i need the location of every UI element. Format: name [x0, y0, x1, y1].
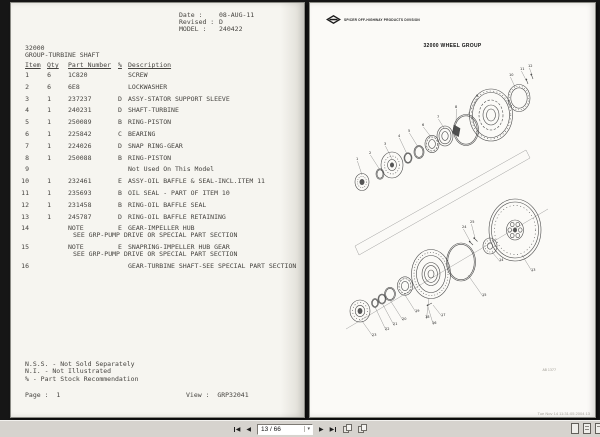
cell-part: 1C820	[68, 71, 88, 79]
next-page-button[interactable]: ▶	[319, 426, 324, 433]
part-turbine-disc	[412, 250, 451, 299]
cell-stock	[118, 84, 128, 91]
callout-leader	[438, 119, 444, 128]
single-page-layout-button[interactable]	[571, 423, 579, 434]
parts-list-page	[10, 2, 305, 418]
cell-qty: 1	[47, 106, 51, 115]
callout-leader	[399, 138, 407, 154]
first-page-icon	[234, 427, 235, 432]
cell-item: 5	[25, 118, 29, 127]
cell-item: 14	[21, 224, 29, 233]
cell-qty: 1	[47, 212, 51, 221]
drawing-ref: AB 1377	[542, 368, 556, 372]
cell-desc: RING-OIL BAFFLE RETAINING	[128, 212, 226, 221]
part-bearing	[397, 277, 412, 295]
cell-stock: D	[118, 94, 122, 103]
cell-stock: C	[118, 129, 122, 138]
callout-number: 5	[408, 129, 411, 133]
part-bolt	[469, 237, 478, 245]
col-desc: Description	[128, 61, 172, 69]
view-label: View :	[186, 391, 210, 399]
cell-desc: RING-PISTON	[128, 153, 172, 162]
callout-number: 17	[441, 313, 446, 317]
cell-desc: SHAFT-TURBINE	[128, 106, 179, 115]
table-row	[11, 107, 304, 114]
cell-desc: GEAR-TURBINE SHAFT-SEE SPECIAL PART SECTION	[128, 261, 297, 270]
cell-part: 6E8	[68, 82, 80, 91]
cell-stock: B	[118, 188, 122, 197]
cell-desc: SNAP RING-GEAR	[128, 141, 183, 150]
callout-leader	[510, 77, 515, 87]
table-row	[11, 131, 304, 138]
cell-item: 2	[25, 82, 29, 91]
view-value: GRP32041	[217, 391, 249, 399]
cell-desc: ASSY-OIL BAFFLE & SEAL-INCL.ITEM 11	[128, 177, 265, 186]
date-value: 08-AUG-11	[219, 11, 255, 19]
group-name: GROUP-TURBINE SHAFT	[25, 51, 100, 59]
cell-qty: 6	[47, 71, 51, 79]
cell-item: 7	[25, 141, 29, 150]
callout-number: 2	[369, 151, 372, 155]
part-ring	[385, 287, 396, 300]
table-row	[11, 84, 304, 91]
cell-qty: 1	[47, 200, 51, 209]
cell-part: 237237	[68, 94, 92, 103]
cell-stock: E	[118, 224, 122, 233]
model-label: MODEL :	[179, 25, 207, 33]
cell-qty	[29, 263, 51, 270]
callout-number: 13	[531, 268, 536, 272]
cell-item: 13	[21, 212, 29, 221]
table-row	[11, 214, 304, 221]
brand-text: SPICER OFF-HIGHWAY PRODUCTS DIVISION	[344, 17, 420, 22]
table-row	[11, 119, 304, 126]
cell-qty	[29, 166, 51, 173]
part-cup	[437, 126, 453, 146]
part-large-oring	[447, 243, 476, 281]
table-row	[11, 263, 304, 270]
diagram-page	[309, 2, 596, 418]
legend-line: N.S.S. - Not Sold Separately	[25, 360, 135, 368]
upper-chain	[355, 74, 533, 191]
cell-part	[68, 166, 118, 173]
cell-part: 250088	[68, 153, 92, 162]
col-qty: Qty	[47, 61, 59, 69]
cell-part: 245787	[68, 212, 92, 221]
lower-chain	[350, 199, 541, 322]
callout-number: 15	[482, 293, 487, 297]
cell-desc: ASSY-STATOR SUPPORT SLEEVE	[128, 94, 230, 103]
cell-qty	[29, 225, 51, 232]
revised-value: D	[219, 18, 223, 26]
callout-leader	[385, 146, 392, 159]
table-row	[11, 202, 304, 209]
cell-note: SEE GRP-PUMP DRIVE OR SPECIAL PART SECTION	[73, 231, 238, 240]
cell-qty: 1	[47, 153, 51, 162]
legend-line: % - Part Stock Recommendation	[25, 374, 139, 383]
cell-desc: RING-PISTON	[128, 118, 172, 127]
legend	[25, 361, 139, 383]
callout-number: 3	[384, 142, 387, 146]
table-row	[11, 244, 304, 258]
cell-stock: B	[118, 153, 122, 162]
cell-part: 232461	[68, 177, 92, 186]
cell-stock: D	[118, 106, 122, 115]
continuous-layout-button[interactable]	[583, 423, 591, 434]
part-flywheel	[489, 199, 541, 261]
callout-number: 18	[425, 315, 430, 319]
cell-desc: LOCKWASHER	[128, 82, 168, 91]
first-page-button[interactable]: ◀	[235, 426, 241, 433]
table-row	[11, 166, 304, 173]
callout-leader	[370, 155, 380, 170]
cell-qty	[29, 244, 51, 251]
cell-note: SEE GRP-PUMP DRIVE OR SPECIAL PART SECTION	[73, 250, 238, 259]
callout-number: 12	[528, 64, 533, 68]
callout-number: 10	[509, 73, 514, 77]
cell-item: 11	[21, 188, 29, 197]
cell-item: 16	[21, 261, 29, 270]
cell-part: 225842	[68, 129, 92, 138]
previous-page-button[interactable]: ◀	[246, 426, 251, 433]
parts-table-rows	[11, 72, 304, 275]
page-number-value: 13 / 66	[261, 425, 281, 433]
cell-item: 12	[21, 200, 29, 209]
cell-item: 3	[25, 94, 29, 103]
callout-leader	[357, 161, 362, 175]
cell-item: 8	[25, 153, 29, 162]
model-value: 240422	[219, 25, 243, 33]
table-header	[11, 62, 304, 69]
cell-desc: BEARING	[128, 129, 156, 138]
cell-desc: SNAPRING-IMPELLER HUB GEAR	[128, 243, 230, 252]
diagram-title: 32000 WHEEL GROUP	[423, 43, 482, 49]
cell-desc: Not Used On This Model	[128, 165, 215, 174]
part-bolt	[427, 303, 432, 306]
part-ring-gear	[508, 85, 530, 112]
date-label: Date :	[179, 11, 203, 19]
table-row	[11, 143, 304, 150]
cell-part: 250089	[68, 118, 92, 127]
callout-number: 21	[393, 322, 398, 326]
cell-stock: B	[118, 200, 122, 209]
col-stock: %	[118, 61, 122, 69]
callout-number: 8	[455, 105, 458, 109]
callout-leader	[521, 71, 526, 80]
cell-qty: 1	[47, 94, 51, 103]
cell-stock: B	[118, 118, 122, 127]
callout-number: 9	[476, 94, 479, 98]
callout-number: 23	[372, 333, 377, 337]
callout-number: 7	[437, 115, 440, 119]
callout-leader	[467, 98, 477, 116]
table-row	[11, 96, 304, 103]
viewer-toolbar	[0, 420, 600, 437]
cell-stock	[118, 263, 128, 270]
callout-number: 25	[470, 220, 475, 224]
callout-number: 22	[385, 327, 390, 331]
cell-stock	[118, 166, 128, 173]
callout-leader	[463, 229, 470, 241]
cell-stock: E	[118, 177, 122, 186]
cell-item: 9	[25, 165, 29, 174]
callout-number: 6	[422, 123, 425, 127]
callouts-layer	[356, 64, 535, 337]
legend-line: N.I. - Not Illustrated	[25, 367, 112, 376]
page-layout-buttons	[571, 423, 600, 434]
revised-label: Revised :	[179, 18, 215, 26]
callout-number: 19	[415, 309, 420, 313]
callout-leader	[409, 133, 418, 147]
cell-qty: 1	[47, 118, 51, 127]
cell-desc: GEAR-IMPELLER HUB	[128, 224, 195, 233]
part-ring	[372, 299, 379, 308]
callout-number: 11	[520, 67, 525, 71]
cell-qty: 1	[47, 129, 51, 138]
table-row	[11, 190, 304, 197]
callout-number: 24	[462, 225, 467, 229]
cell-item: 15	[21, 243, 29, 252]
table-row	[11, 178, 304, 185]
cell-part	[68, 263, 118, 270]
last-page-button[interactable]: ▶	[329, 426, 335, 433]
group-number: 32000	[25, 44, 45, 52]
cell-stock: D	[118, 141, 122, 150]
page-label: Page :	[25, 391, 49, 399]
last-page-icon	[335, 427, 336, 432]
col-part: Part Number	[68, 61, 112, 69]
callout-number: 4	[398, 134, 401, 138]
callout-number: 16	[432, 321, 437, 325]
page-number-field[interactable]	[257, 424, 313, 435]
cell-part: 240231	[68, 106, 92, 115]
cell-desc: SCREW	[128, 71, 148, 79]
next-view-button[interactable]	[358, 424, 368, 434]
facing-layout-button[interactable]	[595, 423, 600, 434]
part-ring	[376, 169, 384, 179]
cell-item: 4	[25, 106, 29, 115]
part-flanged-disc	[381, 152, 403, 178]
cell-desc: OIL SEAL - PART OF ITEM 10	[128, 188, 230, 197]
page-value: 1	[56, 391, 61, 399]
chevron-down-icon[interactable]: ▾	[304, 426, 312, 432]
callout-leader	[471, 224, 475, 238]
cell-part: 224026	[68, 141, 92, 150]
part-hub	[355, 174, 369, 191]
part-bolt	[525, 74, 533, 84]
cell-desc: RING-OIL BAFFLE SEAL	[128, 200, 207, 209]
cell-part: NOTE	[68, 224, 84, 233]
cell-qty: 1	[47, 177, 51, 186]
cell-qty: 1	[47, 188, 51, 197]
group-title	[25, 45, 99, 59]
callout-number: 20	[402, 317, 407, 321]
print-timestamp: Tue Nov 14 11:31:05 2004 13	[537, 411, 590, 416]
callout-number: 1	[356, 157, 359, 161]
document-header	[179, 12, 254, 33]
cell-qty: 1	[47, 141, 51, 150]
part-flanged-hub	[350, 300, 370, 322]
part-small-hub	[483, 238, 497, 254]
previous-view-button[interactable]	[343, 424, 353, 434]
page-navigation	[232, 423, 369, 435]
table-row	[11, 72, 304, 79]
cell-stock: D	[118, 212, 122, 221]
cell-part: 235693	[68, 188, 92, 197]
callout-number: 14	[499, 258, 504, 262]
callout-leader	[423, 127, 431, 137]
cell-stock	[118, 72, 128, 79]
part-ring	[404, 153, 412, 163]
col-item: Item	[25, 61, 41, 69]
exploded-diagram	[310, 3, 597, 419]
cell-item: 6	[25, 129, 29, 138]
cell-part: 231458	[68, 200, 92, 209]
table-row	[11, 155, 304, 162]
cell-item: 10	[21, 177, 29, 186]
cell-stock: E	[118, 243, 122, 252]
cell-part: NOTE	[68, 243, 84, 252]
cell-qty: 6	[47, 82, 51, 91]
part-ring	[414, 146, 424, 159]
table-row	[11, 225, 304, 239]
cell-item: 1	[25, 71, 29, 79]
